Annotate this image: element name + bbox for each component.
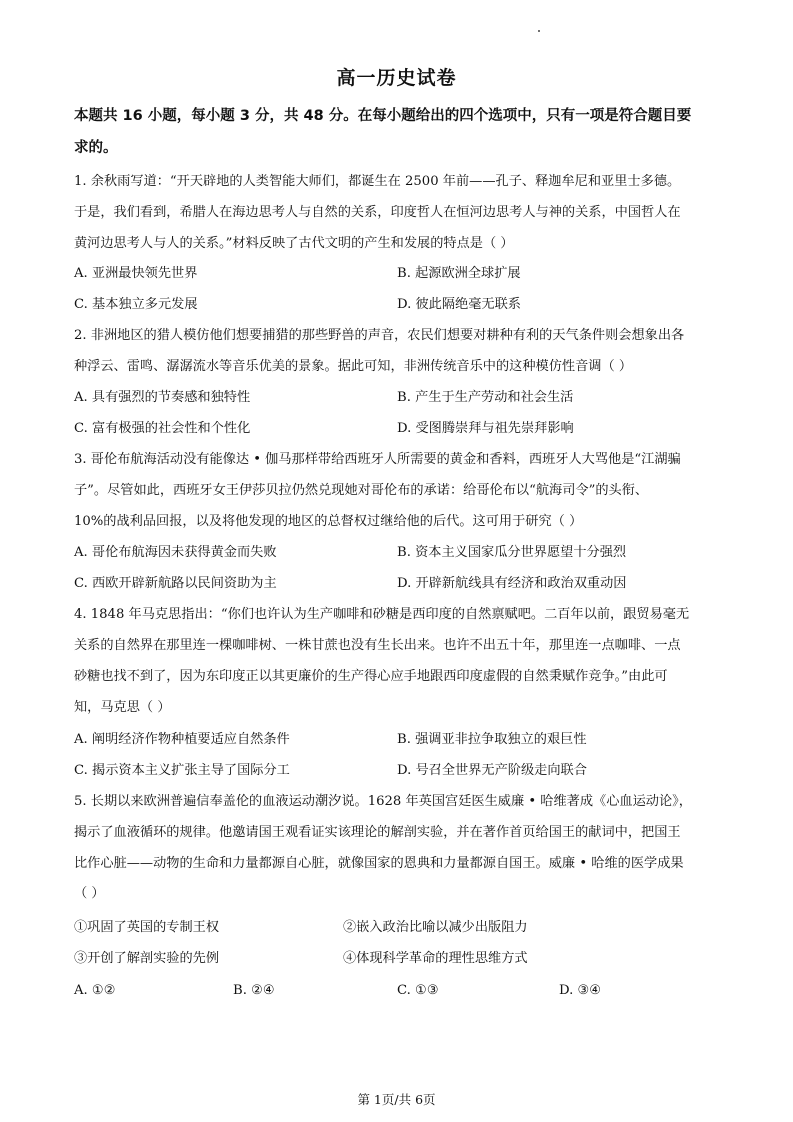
q5-text-line-2: 揭示了血液循环的规律。他邀请国王观看证实该理论的解剖实验，并在著作首页给国王的献词中，把国王 — [74, 825, 681, 840]
page-title: 高一历史试卷 — [336, 67, 457, 89]
q1-text-line-2: 于是，我们看到，希腊人在海边思考人与自然的关系，印度哲人在恒河边思考人与神的关系，中国哲人在 — [74, 205, 681, 220]
q3-option-c: C. 西欧开辟新航路以民间资助为主 — [74, 576, 277, 591]
q5-option-c: C. ①③ — [397, 983, 439, 998]
q5-statement-1: ①巩固了英国的专制王权 — [74, 920, 220, 935]
q3-text-line-1: 3. 哥伦布航海活动没有能像达 • 伽马那样带给西班牙人所需要的黄金和香料，西班牙人大骂他是“江湖骗 — [74, 452, 681, 467]
q2-option-d: D. 受图腾崇拜与祖先崇拜影响 — [397, 421, 574, 436]
q4-option-d: D. 号召全世界无产阶级走向联合 — [397, 763, 587, 778]
q5-text-line-3: 比作心脏——动物的生命和力量都源自心脏，就像国家的恩典和力量都源自国王。威廉 • 哈维的医学成果 — [74, 856, 684, 871]
q2-option-b: B. 产生于生产劳动和社会生活 — [397, 390, 574, 405]
q4-text-line-2: 关系的自然界在那里连一棵咖啡树、一株甘蔗也没有生长出来。也许不出五十年，那里连一点咖啡、一点 — [74, 638, 681, 653]
q2-text-line-2: 种浮云、雷鸣、潺潺流水等音乐优美的景象。据此可知，非洲传统音乐中的这种模仿性音调（ ） — [74, 359, 633, 374]
q1-text-line-1: 1. 余秋雨写道：“开天辟地的人类智能大师们，都诞生在 2500 年前——孔子、释迦牟尼和亚里士多德。 — [74, 174, 681, 189]
q2-text-line-1: 2. 非洲地区的猎人模仿他们想要捕猎的那些野兽的声音，农民们想要对耕种有利的天气条件则会想象出各 — [74, 328, 685, 343]
q3-option-d: D. 开辟新航线具有经济和政治双重动因 — [397, 576, 627, 591]
q3-option-b: B. 资本主义国家瓜分世界愿望十分强烈 — [397, 545, 627, 560]
q1-option-c: C. 基本独立多元发展 — [74, 297, 198, 312]
q5-statement-4: ④体现科学革命的理性思维方式 — [343, 951, 528, 966]
q3-text-line-2: 子”。尽管如此，西班牙女王伊莎贝拉仍然兑现她对哥伦布的承诺：给哥伦布以“航海司令”的头衔、 — [74, 483, 649, 498]
q4-text-line-4: 知，马克思（ ） — [74, 700, 171, 715]
q5-text-line-1: 5. 长期以来欧洲普遍信奉盖伦的血液运动潮汐说。1628 年英国宫廷医生威廉 • 哈维著成《心血运动论》， — [74, 794, 692, 809]
q1-option-b: B. 起源欧洲全球扩展 — [397, 266, 521, 281]
q5-option-b: B. ②④ — [233, 983, 275, 998]
q3-option-a: A. 哥伦布航海因未获得黄金而失败 — [74, 545, 277, 560]
q5-statement-2: ②嵌入政治比喻以减少出版阻力 — [343, 920, 528, 935]
q3-text-line-3: 10%的战利品回报，以及将他发现的地区的总督权过继给他的后代。这可用于研究（ ） — [74, 514, 583, 529]
q4-text-line-1: 4. 1848 年马克思指出：“你们也许认为生产咖啡和砂糖是西印度的自然禀赋吧。二百年以前，跟贸易毫无 — [74, 607, 690, 622]
q5-option-a: A. ①② — [74, 983, 116, 998]
q1-text-line-3: 黄河边思考人与人的关系。”材料反映了古代文明的产生和发展的特点是（ ） — [74, 236, 514, 251]
q5-option-d: D. ③④ — [559, 983, 602, 998]
q5-statement-3: ③开创了解剖实验的先例 — [74, 951, 220, 966]
q4-option-c: C. 揭示资本主义扩张主导了国际分工 — [74, 763, 290, 778]
page-footer: 第 1页/共 6页 — [357, 1092, 436, 1107]
q5-text-line-4: （ ） — [74, 886, 105, 901]
scan-dot — [538, 30, 540, 32]
q4-text-line-3: 砂糖也找不到了，因为东印度正以其更廉价的生产得心应手地跟西印度虚假的自然秉赋作竞争。”由此可 — [74, 669, 668, 684]
q4-option-b: B. 强调亚非拉争取独立的艰巨性 — [397, 732, 587, 747]
q2-option-a: A. 具有强烈的节奏感和独特性 — [74, 390, 251, 405]
instructions-line-2: 求的。 — [74, 140, 118, 156]
instructions-line-1: 本题共 16 小题，每小题 3 分，共 48 分。在每小题给出的四个选项中，只有一项是符合题目要 — [74, 108, 692, 124]
q4-option-a: A. 阐明经济作物种植要适应自然条件 — [74, 732, 290, 747]
q1-option-d: D. 彼此隔绝毫无联系 — [397, 297, 521, 312]
q1-option-a: A. 亚洲最快领先世界 — [74, 266, 198, 281]
q2-option-c: C. 富有极强的社会性和个性化 — [74, 421, 251, 436]
